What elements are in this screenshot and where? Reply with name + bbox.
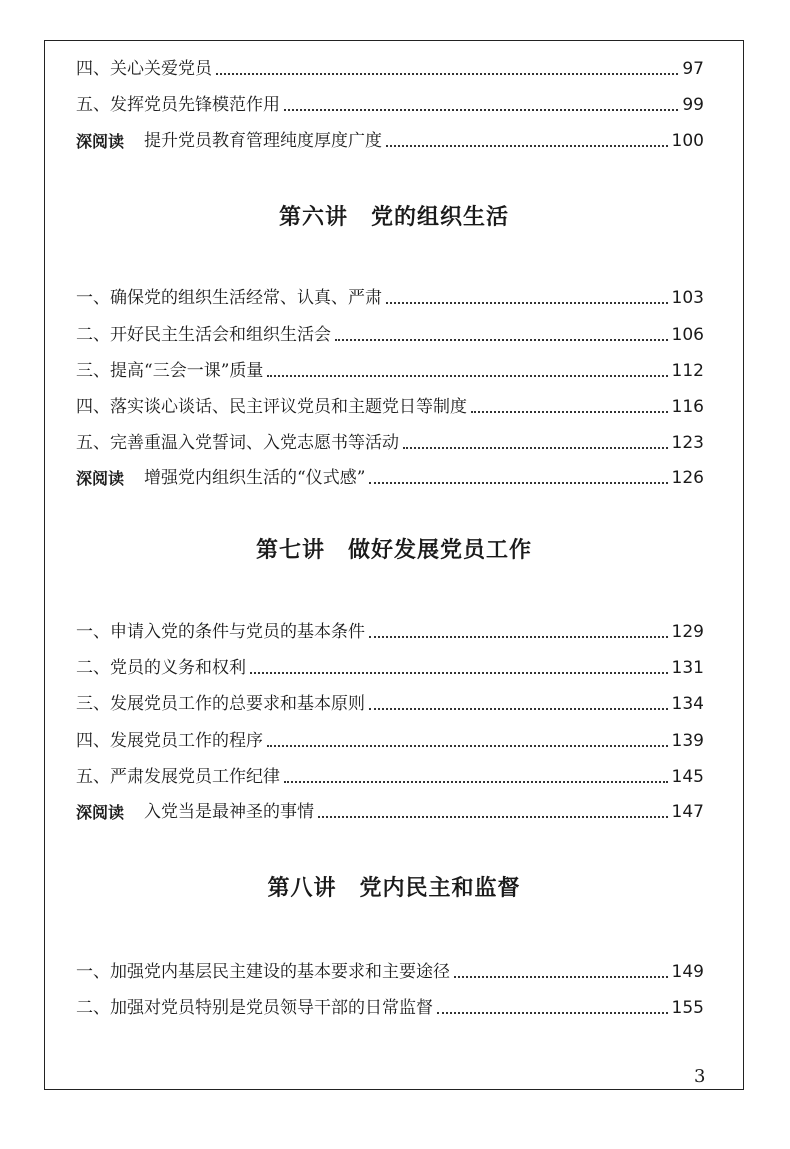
toc-entry[interactable] bbox=[76, 390, 704, 418]
toc-entry-page: 106 bbox=[671, 325, 704, 345]
toc-entry-title: 增强党内组织生活的“仪式感” bbox=[144, 468, 366, 488]
dot-leader bbox=[369, 635, 668, 638]
dot-leader bbox=[386, 144, 668, 147]
toc-entry-page: 155 bbox=[671, 998, 704, 1018]
dot-leader bbox=[369, 481, 667, 484]
toc-entry-title: 四、关心关爱党员 bbox=[76, 59, 212, 79]
page-number: 3 bbox=[694, 1066, 706, 1087]
toc-entry-page: 103 bbox=[671, 288, 704, 308]
toc-entry-page: 129 bbox=[671, 622, 704, 642]
toc-entry-page: 123 bbox=[671, 433, 704, 453]
chapter-heading: 第八讲 党内民主和监督 bbox=[267, 876, 521, 901]
toc-entry-title: 三、发展党员工作的总要求和基本原则 bbox=[76, 694, 365, 714]
toc-entry[interactable] bbox=[76, 281, 704, 309]
page-frame bbox=[44, 40, 744, 1090]
toc-entry-page: 131 bbox=[671, 658, 704, 678]
dot-leader bbox=[403, 446, 668, 449]
toc-entry-page: 126 bbox=[671, 468, 704, 488]
toc-entry-title: 一、确保党的组织生活经常、认真、严肃 bbox=[76, 288, 382, 308]
toc-entry-page: 145 bbox=[671, 767, 704, 787]
toc-entry[interactable] bbox=[76, 760, 704, 788]
toc-entry[interactable] bbox=[76, 426, 704, 454]
toc-entry-title: 五、完善重温入党誓词、入党志愿书等活动 bbox=[76, 433, 399, 453]
toc-entry-title: 二、党员的义务和权利 bbox=[76, 658, 246, 678]
toc-entry-title: 一、申请入党的条件与党员的基本条件 bbox=[76, 622, 365, 642]
dot-leader bbox=[386, 301, 668, 304]
deep-reading-tag: 深阅读 bbox=[76, 803, 125, 822]
toc-entry-page: 97 bbox=[682, 59, 704, 79]
toc-entry[interactable] bbox=[76, 991, 704, 1019]
dot-leader bbox=[284, 108, 678, 111]
toc-entry-page: 99 bbox=[682, 95, 704, 115]
toc-entry-title: 四、落实谈心谈话、民主评议党员和主题党日等制度 bbox=[76, 397, 467, 417]
toc-entry-page: 134 bbox=[671, 694, 704, 714]
toc-entry-page: 112 bbox=[671, 361, 704, 381]
dot-leader bbox=[454, 975, 668, 978]
deep-reading-tag: 深阅读 bbox=[76, 469, 125, 488]
toc-entry-title: 提升党员教育管理纯度厚度广度 bbox=[144, 131, 383, 151]
dot-leader bbox=[216, 72, 678, 75]
toc-entry-title: 五、严肃发展党员工作纪律 bbox=[76, 767, 280, 787]
dot-leader bbox=[267, 374, 667, 377]
toc-entry-title: 三、提高“三会一课”质量 bbox=[76, 361, 264, 381]
dot-leader bbox=[318, 815, 668, 818]
toc-entry[interactable] bbox=[76, 687, 704, 715]
chapter-heading: 第七讲 做好发展党员工作 bbox=[255, 538, 532, 563]
toc-entry-title: 四、发展党员工作的程序 bbox=[76, 731, 263, 751]
toc-entry[interactable] bbox=[76, 354, 704, 382]
toc-entry-deep-reading[interactable] bbox=[76, 461, 704, 489]
toc-entry-page: 116 bbox=[671, 397, 704, 417]
toc-entry-page: 100 bbox=[671, 131, 704, 151]
dot-leader bbox=[267, 744, 668, 747]
toc-entry[interactable] bbox=[76, 724, 704, 752]
toc-entry[interactable] bbox=[76, 955, 704, 983]
toc-entry-page: 147 bbox=[671, 802, 704, 822]
toc-entry-title: 五、发挥党员先锋模范作用 bbox=[76, 95, 280, 115]
toc-entry-title: 二、加强对党员特别是党员领导干部的日常监督 bbox=[76, 998, 433, 1018]
dot-leader bbox=[471, 410, 668, 413]
toc-entry-page: 149 bbox=[671, 962, 704, 982]
toc-entry[interactable] bbox=[76, 615, 704, 643]
chapter-heading: 第六讲 党的组织生活 bbox=[278, 205, 509, 230]
toc-entry[interactable] bbox=[76, 318, 704, 346]
toc-entry[interactable] bbox=[76, 88, 704, 116]
dot-leader bbox=[284, 780, 668, 783]
toc-entry[interactable] bbox=[76, 651, 704, 679]
dot-leader bbox=[335, 338, 668, 341]
deep-reading-tag: 深阅读 bbox=[76, 132, 125, 151]
toc-entry[interactable] bbox=[76, 52, 704, 80]
dot-leader bbox=[437, 1011, 668, 1014]
toc-entry-title: 二、开好民主生活会和组织生活会 bbox=[76, 325, 331, 345]
toc-entry-page: 139 bbox=[671, 731, 704, 751]
toc-entry-deep-reading[interactable] bbox=[76, 795, 704, 823]
toc-entry-title: 入党当是最神圣的事情 bbox=[144, 802, 315, 822]
toc-entry-deep-reading[interactable] bbox=[76, 124, 704, 152]
toc-entry-title: 一、加强党内基层民主建设的基本要求和主要途径 bbox=[76, 962, 450, 982]
dot-leader bbox=[369, 707, 668, 710]
dot-leader bbox=[250, 671, 668, 674]
